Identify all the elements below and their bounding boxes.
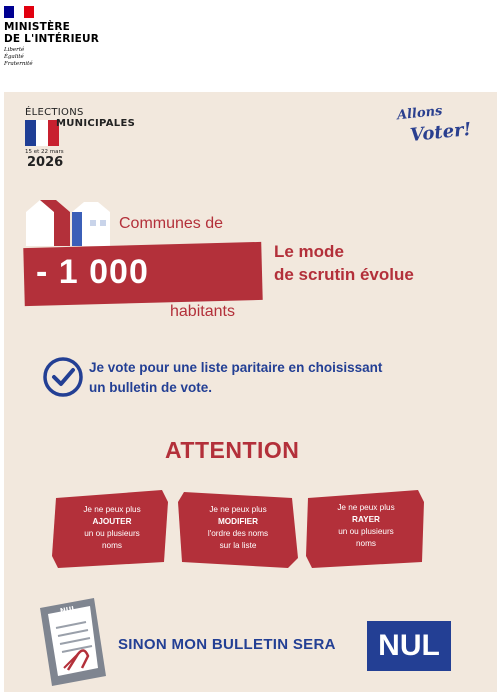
card-line3: l'ordre des noms [207,529,269,538]
nul-box: NUL [367,621,451,671]
card-verb: RAYER [352,515,380,524]
mode-scrutin-line1: Le mode [274,242,344,261]
card-verb: MODIFIER [217,517,259,526]
motto-egalite: Égalité [4,54,24,60]
card-line4: noms [355,539,377,548]
mode-scrutin-line2: de scrutin évolue [274,265,414,284]
ministry-name-line1: MINISTÈRE [4,21,71,33]
habitants-label: habitants [170,303,235,320]
election-dates: 15 et 22 mars [25,149,64,155]
attention-card-ajouter [52,488,172,570]
attention-card-modifier [178,488,298,570]
card-line1: Je ne peux plus [83,505,141,514]
card-line3: un ou plusieurs [338,527,394,536]
attention-card-rayer [306,486,426,568]
motto-liberte: Liberté [4,47,25,53]
ministry-name-line2: DE L'INTÉRIEUR [4,33,100,45]
ballot-nul-label: NUL [59,604,77,616]
card-line4: sur la liste [219,541,257,550]
election-flag-icon [25,120,59,146]
municipales-label: MUNICIPALES [56,118,136,129]
republic-flag-logo [4,6,34,18]
card-line3: un ou plusieurs [84,529,140,538]
card-line1: Je ne peux plus [337,503,395,512]
population-number: - 1 000 [36,253,149,291]
election-year: 2026 [27,155,64,170]
card-line4: noms [101,541,123,550]
attention-title: ATTENTION [165,437,300,463]
sinon-bulletin-text: SINON MON BULLETIN SERA [118,636,336,653]
elections-label: ÉLECTIONS [25,107,84,118]
motto-fraternite: Fraternité [4,61,33,67]
vote-statement-line1: Je vote pour une liste paritaire en choisissant [89,360,383,375]
card-line1: Je ne peux plus [209,505,267,514]
check-circle-icon [42,356,84,398]
allons-voter-logo-line2: Voter! [409,118,473,147]
communes-de-label: Communes de [119,215,224,232]
allons-voter-logo-line1: Allons [396,103,444,124]
houses-icon [24,196,120,248]
vote-statement-line2: un bulletin de vote. [89,380,213,395]
card-verb: AJOUTER [92,517,132,526]
